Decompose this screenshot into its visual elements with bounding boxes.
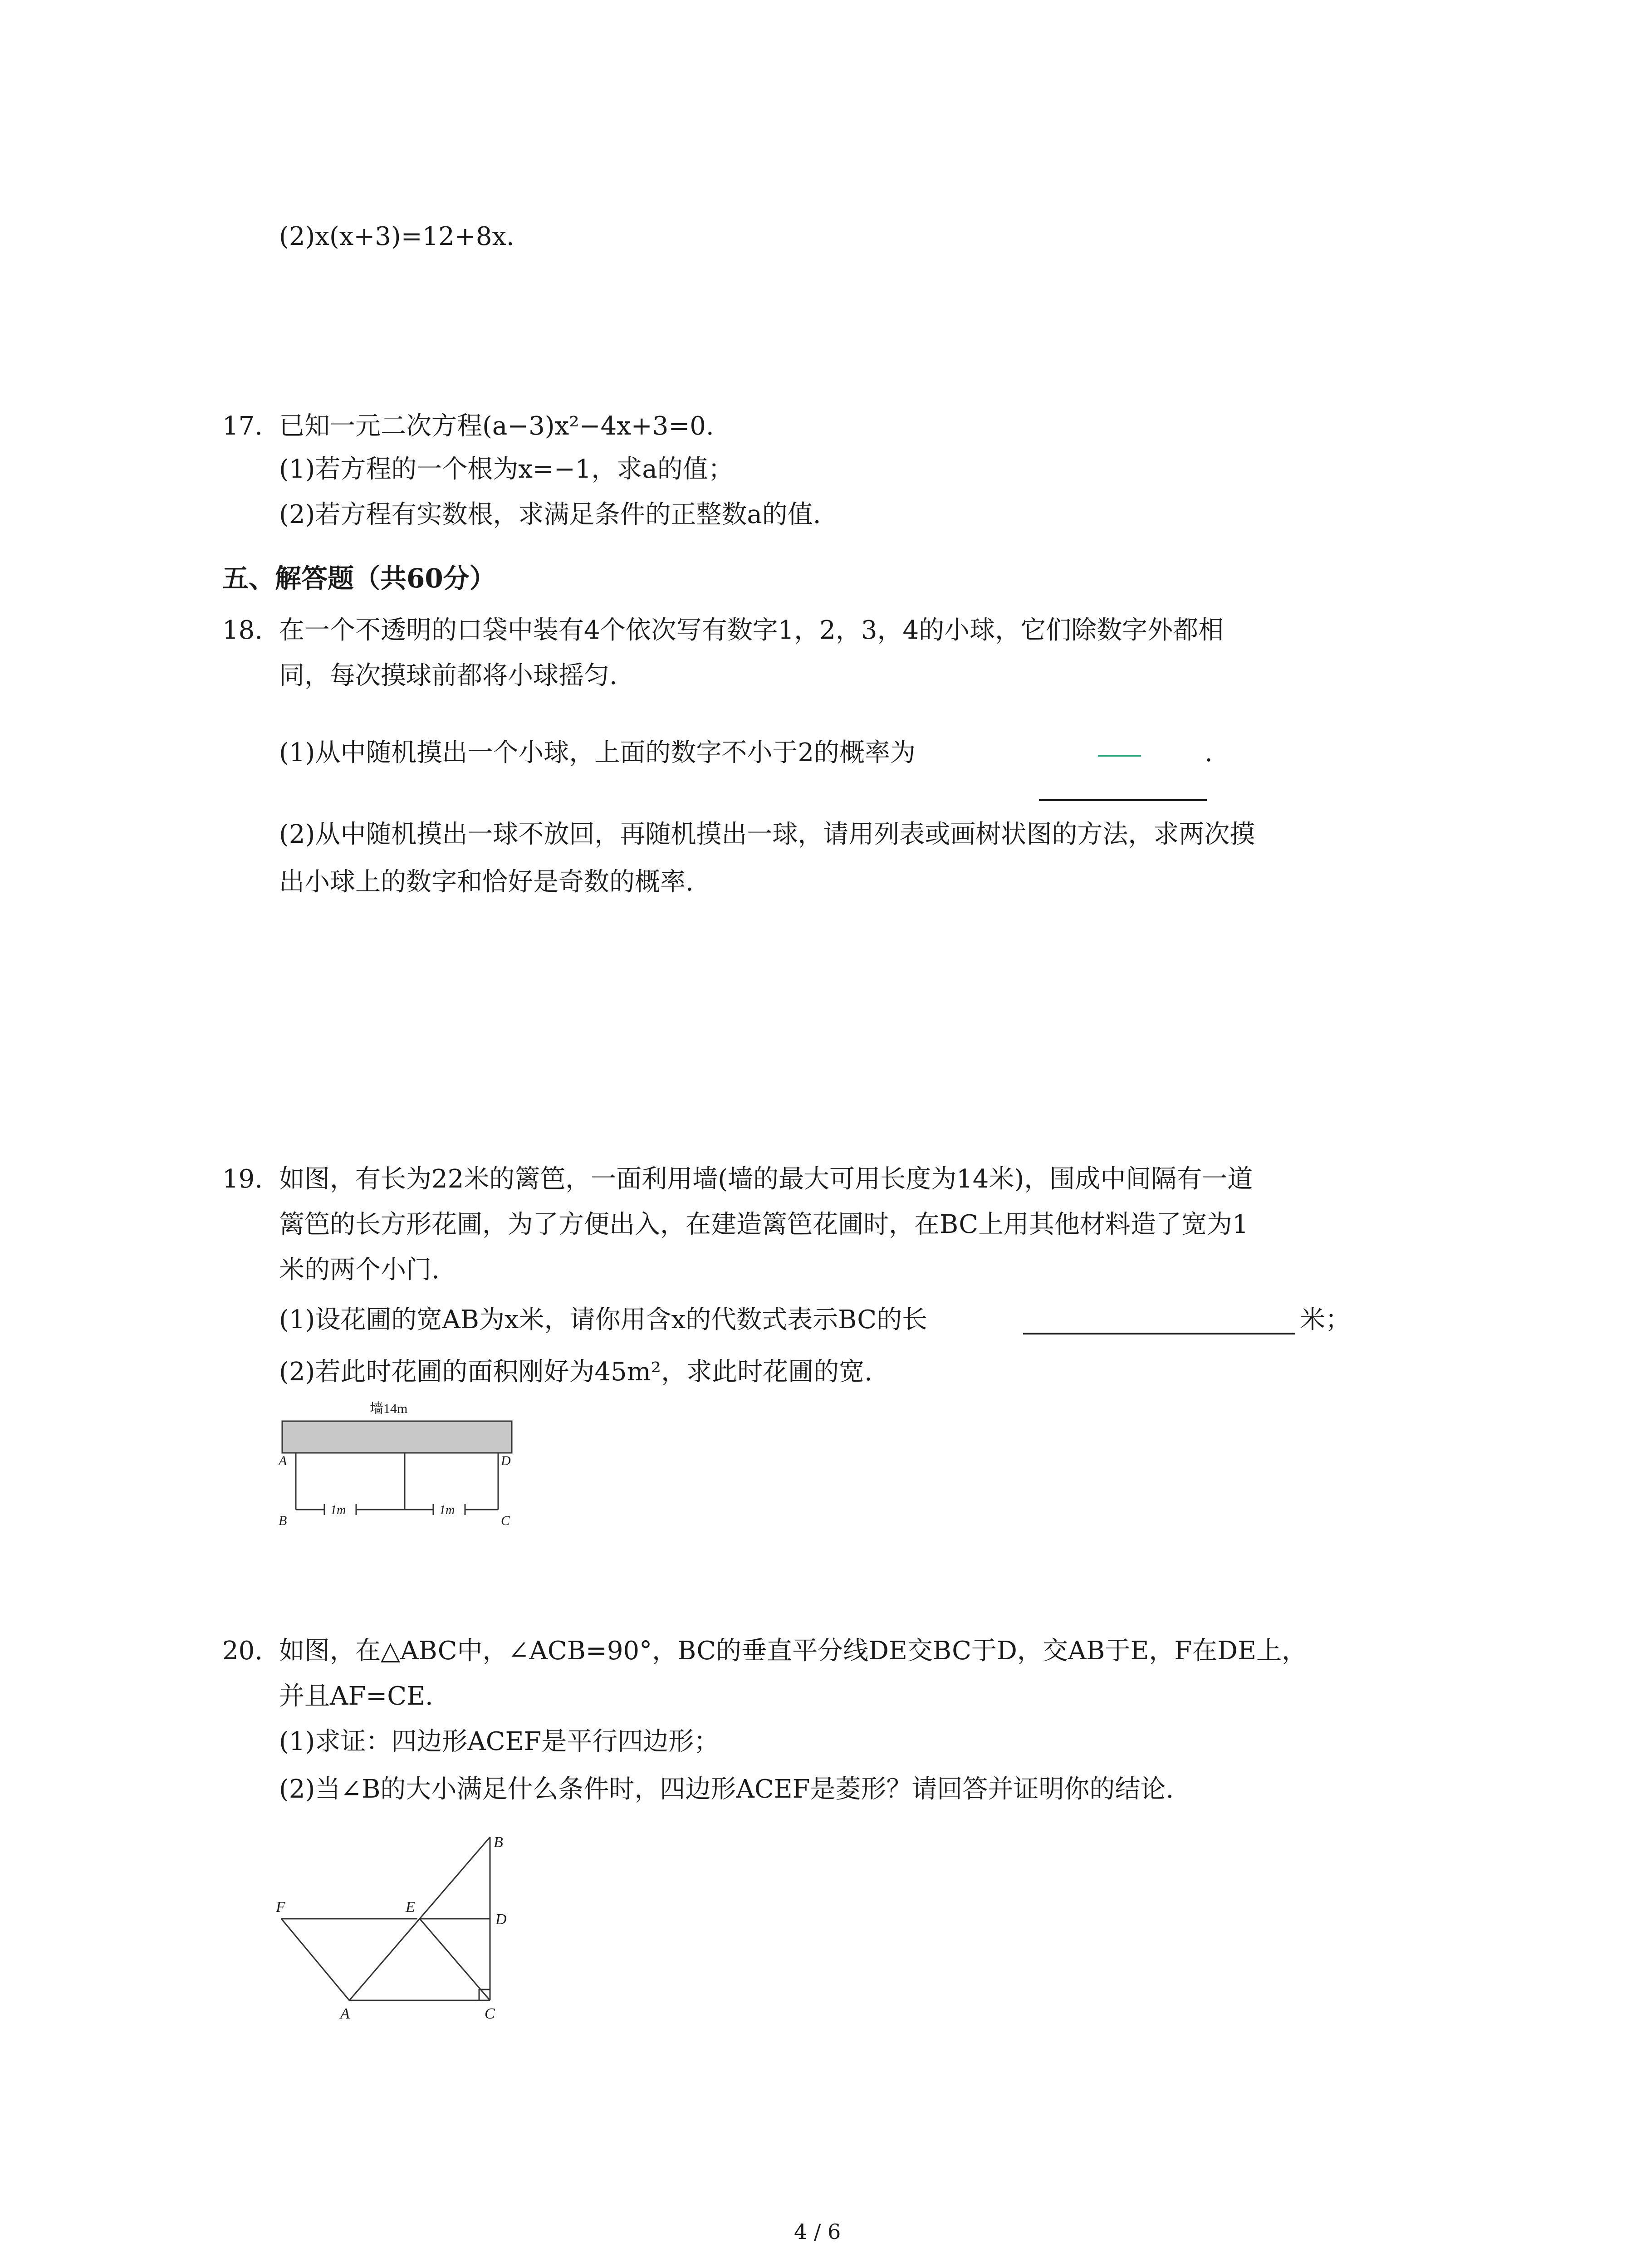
q18-part2-line1: (2)从中随机摸出一球不放回，再随机摸出一球，请用列表或画树状图的方法，求两次摸: [279, 820, 1255, 849]
label-d: D: [495, 1911, 507, 1928]
q19-garden-figure: [272, 1397, 526, 1538]
q18-number: 18.: [222, 616, 263, 645]
q16-part2: (2)x(x+3)=12+8x.: [279, 222, 514, 251]
label-a: A: [340, 2005, 350, 2022]
q18-part1-end: .: [1205, 738, 1213, 767]
q18-part1: (1)从中随机摸出一个小球，上面的数字不小于2的概率为: [279, 738, 916, 767]
q19-stem-line2: 篱笆的长方形花圃，为了方便出入，在建造篱笆花圃时，在BC上用其他材料造了宽为1: [279, 1210, 1249, 1239]
label-e: E: [406, 1899, 415, 1916]
q20-stem-line2: 并且AF=CE.: [279, 1681, 433, 1711]
q18-part2-line2: 出小球上的数字和恰好是奇数的概率.: [279, 867, 694, 897]
segment-fa: [281, 1919, 349, 2000]
label-a: A: [279, 1453, 287, 1468]
answer-fraction-mark: [1098, 755, 1141, 757]
gate-label: 1m: [330, 1503, 346, 1517]
q17-part2: (2)若方程有实数根，求满足条件的正整数a的值.: [279, 500, 821, 529]
section-title: 五、解答题（共60分）: [222, 563, 496, 594]
label-b: B: [494, 1834, 503, 1851]
q20-stem-line1: 如图，在△ABC中，∠ACB=90°，BC的垂直平分线DE交BC于D，交AB于E，F在DE上，: [279, 1636, 1307, 1666]
q19-stem-line3: 米的两个小门.: [279, 1255, 440, 1285]
q18-stem-line1: 在一个不透明的口袋中装有4个依次写有数字1，2，3，4的小球，它们除数字外都相: [279, 616, 1224, 645]
label-b: B: [279, 1513, 287, 1528]
q18-stem-line2: 同，每次摸球前都将小球摇匀.: [279, 661, 617, 690]
q19-part2: (2)若此时花圃的面积刚好为45m²，求此时花圃的宽.: [279, 1357, 872, 1387]
q20-part2: (2)当∠B的大小满足什么条件时，四边形ACEF是菱形？请回答并证明你的结论.: [279, 1774, 1174, 1804]
q20-number: 20.: [222, 1636, 263, 1666]
q19-number: 19.: [222, 1164, 263, 1194]
q19-part1-unit: 米；: [1300, 1305, 1351, 1334]
q19-part1: (1)设花圃的宽AB为x米，请你用含x的代数式表示BC的长: [279, 1305, 928, 1334]
q19-stem-line1: 如图，有长为22米的篱笆，一面利用墙(墙的最大可用长度为14米)，围成中间隔有一道: [279, 1164, 1253, 1194]
q17-stem: 已知一元二次方程(a−3)x²−4x+3=0.: [279, 411, 714, 441]
label-f: F: [276, 1899, 285, 1916]
label-d: D: [501, 1453, 511, 1468]
segment-ec: [420, 1919, 490, 2000]
q17-part1: (1)若方程的一个根为x=−1，求a的值；: [279, 455, 734, 484]
q20-part1: (1)求证：四边形ACEF是平行四边形；: [279, 1727, 720, 1756]
wall-label: 墙14m: [370, 1401, 408, 1416]
page-number: 4 / 6: [794, 2219, 841, 2244]
q20-geometry-figure: [268, 1828, 522, 2023]
q19-answer-blank[interactable]: [1023, 1333, 1295, 1334]
gate-label: 1m: [439, 1503, 455, 1517]
q17-number: 17.: [222, 411, 263, 441]
q18-answer-blank[interactable]: [1039, 799, 1207, 801]
wall: [282, 1421, 512, 1453]
label-c: C: [485, 2005, 495, 2022]
label-c: C: [501, 1513, 510, 1528]
